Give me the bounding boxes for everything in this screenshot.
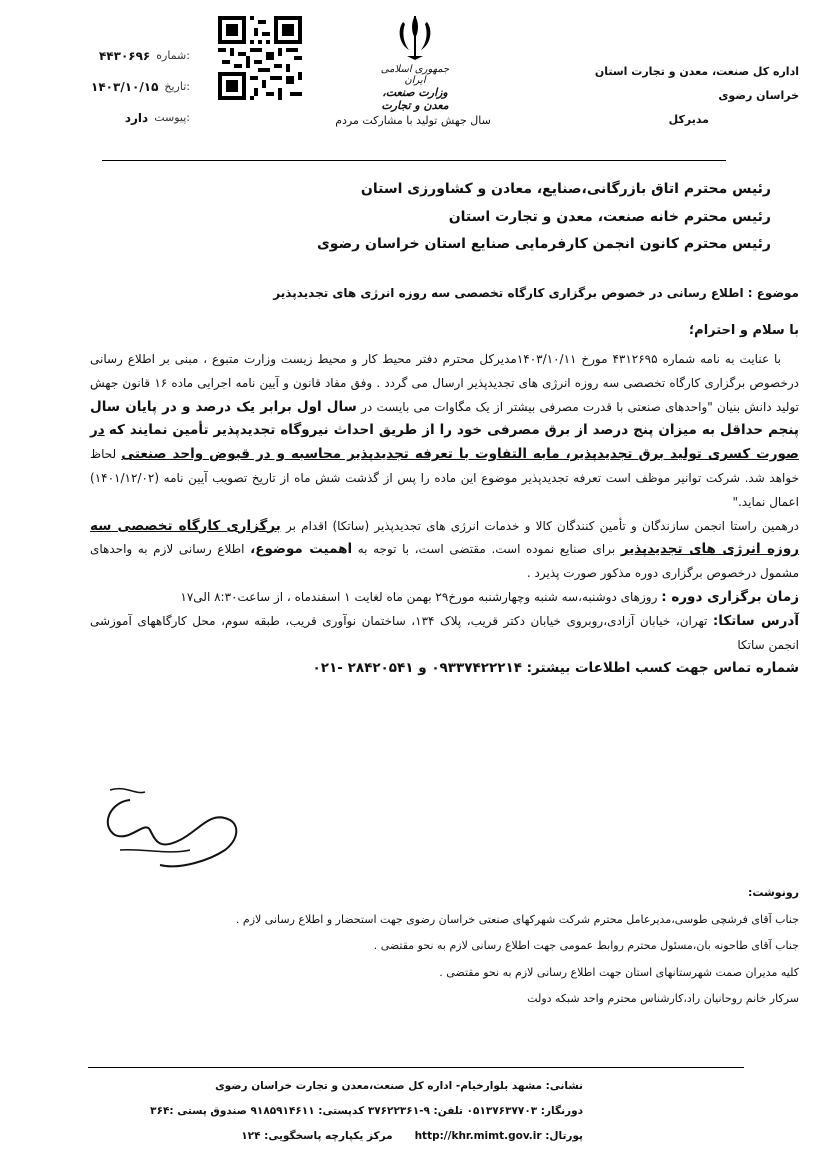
subject-line: موضوع : اطلاع رسانی در خصوص برگزاری کارگاه تخصصی سه روزه انرژی های تجدیدپذیر xyxy=(273,286,799,300)
course-time-label: زمان برگزاری دوره : xyxy=(661,588,799,605)
copy-item: سرکار خانم روحانیان راد،کارشناس محترم واحد شبکه دولت xyxy=(527,992,799,1005)
body-text: برای صنایع نموده است. مقتضی است، با توجه به xyxy=(357,542,616,557)
attachment-value: دارد xyxy=(124,110,149,125)
footer-divider xyxy=(88,1067,744,1068)
org-header xyxy=(559,60,799,132)
copies xyxy=(79,880,799,1013)
body-text: لحاظ خواهد شد. شرکت توانیر موظف است تعرفه تجدیدپذیر موضوع این ماده را پس از گذشت شش ماه از تاریخ تصویب آیین نامه (۱۴۰۱/۱۲/۰۲) اعمال نماید." xyxy=(90,447,799,509)
course-address xyxy=(90,610,799,658)
addressee-item: رئیس محترم اتاق بازرگانی،صنایع، معادن و کشاورزی استان xyxy=(360,181,771,197)
copy-item: جناب آقای طاحونه بان،مسئول محترم روابط عمومی جهت اطلاع رسانی لازم به نحو مقتضی . xyxy=(373,939,799,952)
course-address-label: آدرس ساتکا: xyxy=(712,612,799,629)
addressee-item: رئیس محترم کانون انجمن کارفرمایی صنایع استان خراسان رضوی xyxy=(316,236,771,252)
emblem-ministry: وزارت صنعت، معدن و تجارت xyxy=(381,86,449,112)
help-center: مرکز یکپارچه پاسخگویی: ۱۲۴ xyxy=(241,1130,393,1142)
body-paragraph-2 xyxy=(90,515,799,586)
date-label: تاریخ: xyxy=(164,80,190,93)
body-emphasis-underlined: در صورت کسری تولید برق تجدیدپذیر، مابه التفاوت با تعرفه تجدیدپذیر محاسبه و در قبوض واحد صنعتی xyxy=(90,422,799,463)
portal-link[interactable]: http://khr.mimt.gov.ir xyxy=(414,1130,542,1142)
letter-meta xyxy=(80,40,190,133)
greeting: با سلام و احترام؛ xyxy=(688,323,799,338)
copy-item: جناب آقای فرشچی طوسی،مدیرعامل محترم شرکت شهرکهای صنعتی خراسان رضوی جهت استحضار و اطلاع رسانی لازم . xyxy=(235,912,799,926)
body-emphasis: سال اول برابر یک درصد و در پایان سال پنجم حداقل به میزان پنج درصد از برق مصرفی خود را از طریق احداث نیروگاه تجدیدپذیر تأمین نمایند که xyxy=(90,398,799,439)
org-position: مدیرکل xyxy=(668,113,709,126)
addressees xyxy=(251,176,771,259)
letter-date xyxy=(80,71,190,102)
signature xyxy=(90,780,250,880)
iran-emblem-icon xyxy=(393,12,437,62)
course-time xyxy=(90,586,799,610)
number-value: ۴۴۳۰۶۹۶ xyxy=(98,48,151,63)
letter-body xyxy=(90,348,799,681)
number-label: شماره: xyxy=(156,49,190,62)
qr-code-icon xyxy=(218,16,302,100)
body-paragraph-1 xyxy=(90,348,799,515)
body-emphasis: اهمیت موضوع، xyxy=(250,541,353,558)
signature-icon xyxy=(90,780,250,880)
emblem xyxy=(370,12,460,112)
copy-item: کلیه مدیران صمت شهرستانهای استان جهت اطلاع رسانی لازم به نحو مقتضی . xyxy=(439,965,799,979)
course-address-text: تهران، خیابان آزادی،روبروی خیابان دکتر قریب، پلاک ۱۳۴، ساختمان نوآوری قریب، طبقه سوم، محل کارگاههای آموزشی انجمن ساتکا xyxy=(90,613,799,652)
body-text: با عنایت به نامه شماره ۴۳۱۲۶۹۵ مورخ ۱۴۰۳/۱۰/۱۱مدیرکل محترم دفتر محیط کار و محیط زیست وزارت متبوع ، مبنی بر اطلاع رسانی درخصوص برگزاری کارگاه تخصصی سه روزه انرژی های تجدیدپذیر ارسال می گردد . وفق مفاد قانون و آیین نامه اجرایی ماده ۱۶ قانون جهش تولید دانش بنیان "واحدهای صنعتی با قدرت مصرفی بیشتر از یک مگاوات می بایست در xyxy=(90,352,799,414)
contact-line: شماره تماس جهت کسب اطلاعات بیشتر: ۰۹۳۳۷۴۲۲۲۱۴ و ۲۸۴۲۰۵۴۱ -۰۲۱ xyxy=(312,660,799,677)
letter-attachment xyxy=(80,102,190,133)
date-value: ۱۴۰۳/۱۰/۱۵ xyxy=(91,79,159,94)
year-slogan: سال جهش تولید با مشارکت مردم xyxy=(335,114,491,127)
course-time-text: روزهای دوشنبه،سه شنبه وچهارشنبه مورخ۲۹ بهمن ماه لغایت ۱ اسفندماه ، از ساعت۸:۳۰ الی۱۷ xyxy=(180,589,658,604)
body-emphasis-underlined: برگزاری کارگاه تخصصی سه روزه انرژی های تجدیدپذیر xyxy=(90,517,799,558)
footer-portal-row xyxy=(23,1124,583,1149)
body-text: درهمین راستا انجمن سازندگان و تأمین کنندگان کالا و خدمات انرژی های تجدیدپذیر (ساتکا) اقدام بر xyxy=(286,518,799,533)
addressee-item: رئیس محترم خانه صنعت، معدن و تجارت استان xyxy=(448,208,771,225)
portal-label: پورتال: xyxy=(545,1130,583,1142)
copies-heading: رونوشت: xyxy=(747,886,799,899)
org-name: اداره کل صنعت، معدن و تجارت استان خراسان رضوی xyxy=(594,65,799,102)
header-divider xyxy=(102,160,726,161)
attachment-label: پیوست: xyxy=(154,111,190,124)
footer-contacts: دورنگار: ۰۵۱۳۷۶۳۷۷۰۳ تلفن: ۹-۳۷۶۲۲۳۶۱ کدپستی: ۹۱۸۵۹۱۴۶۱۱ صندوق پستی :۳۶۴ xyxy=(150,1105,583,1117)
emblem-country: جمهوری اسلامی ایران xyxy=(380,64,450,86)
letter-number xyxy=(80,40,190,71)
footer xyxy=(23,1074,583,1149)
body-text: اطلاع رسانی لازم به واحدهای مشمول درخصوص برگزاری دوره مذکور صورت پذیرد . xyxy=(90,542,799,581)
footer-address: نشانی: مشهد بلوارخیام- اداره کل صنعت،معدن و تجارت خراسان رضوی xyxy=(215,1080,583,1092)
